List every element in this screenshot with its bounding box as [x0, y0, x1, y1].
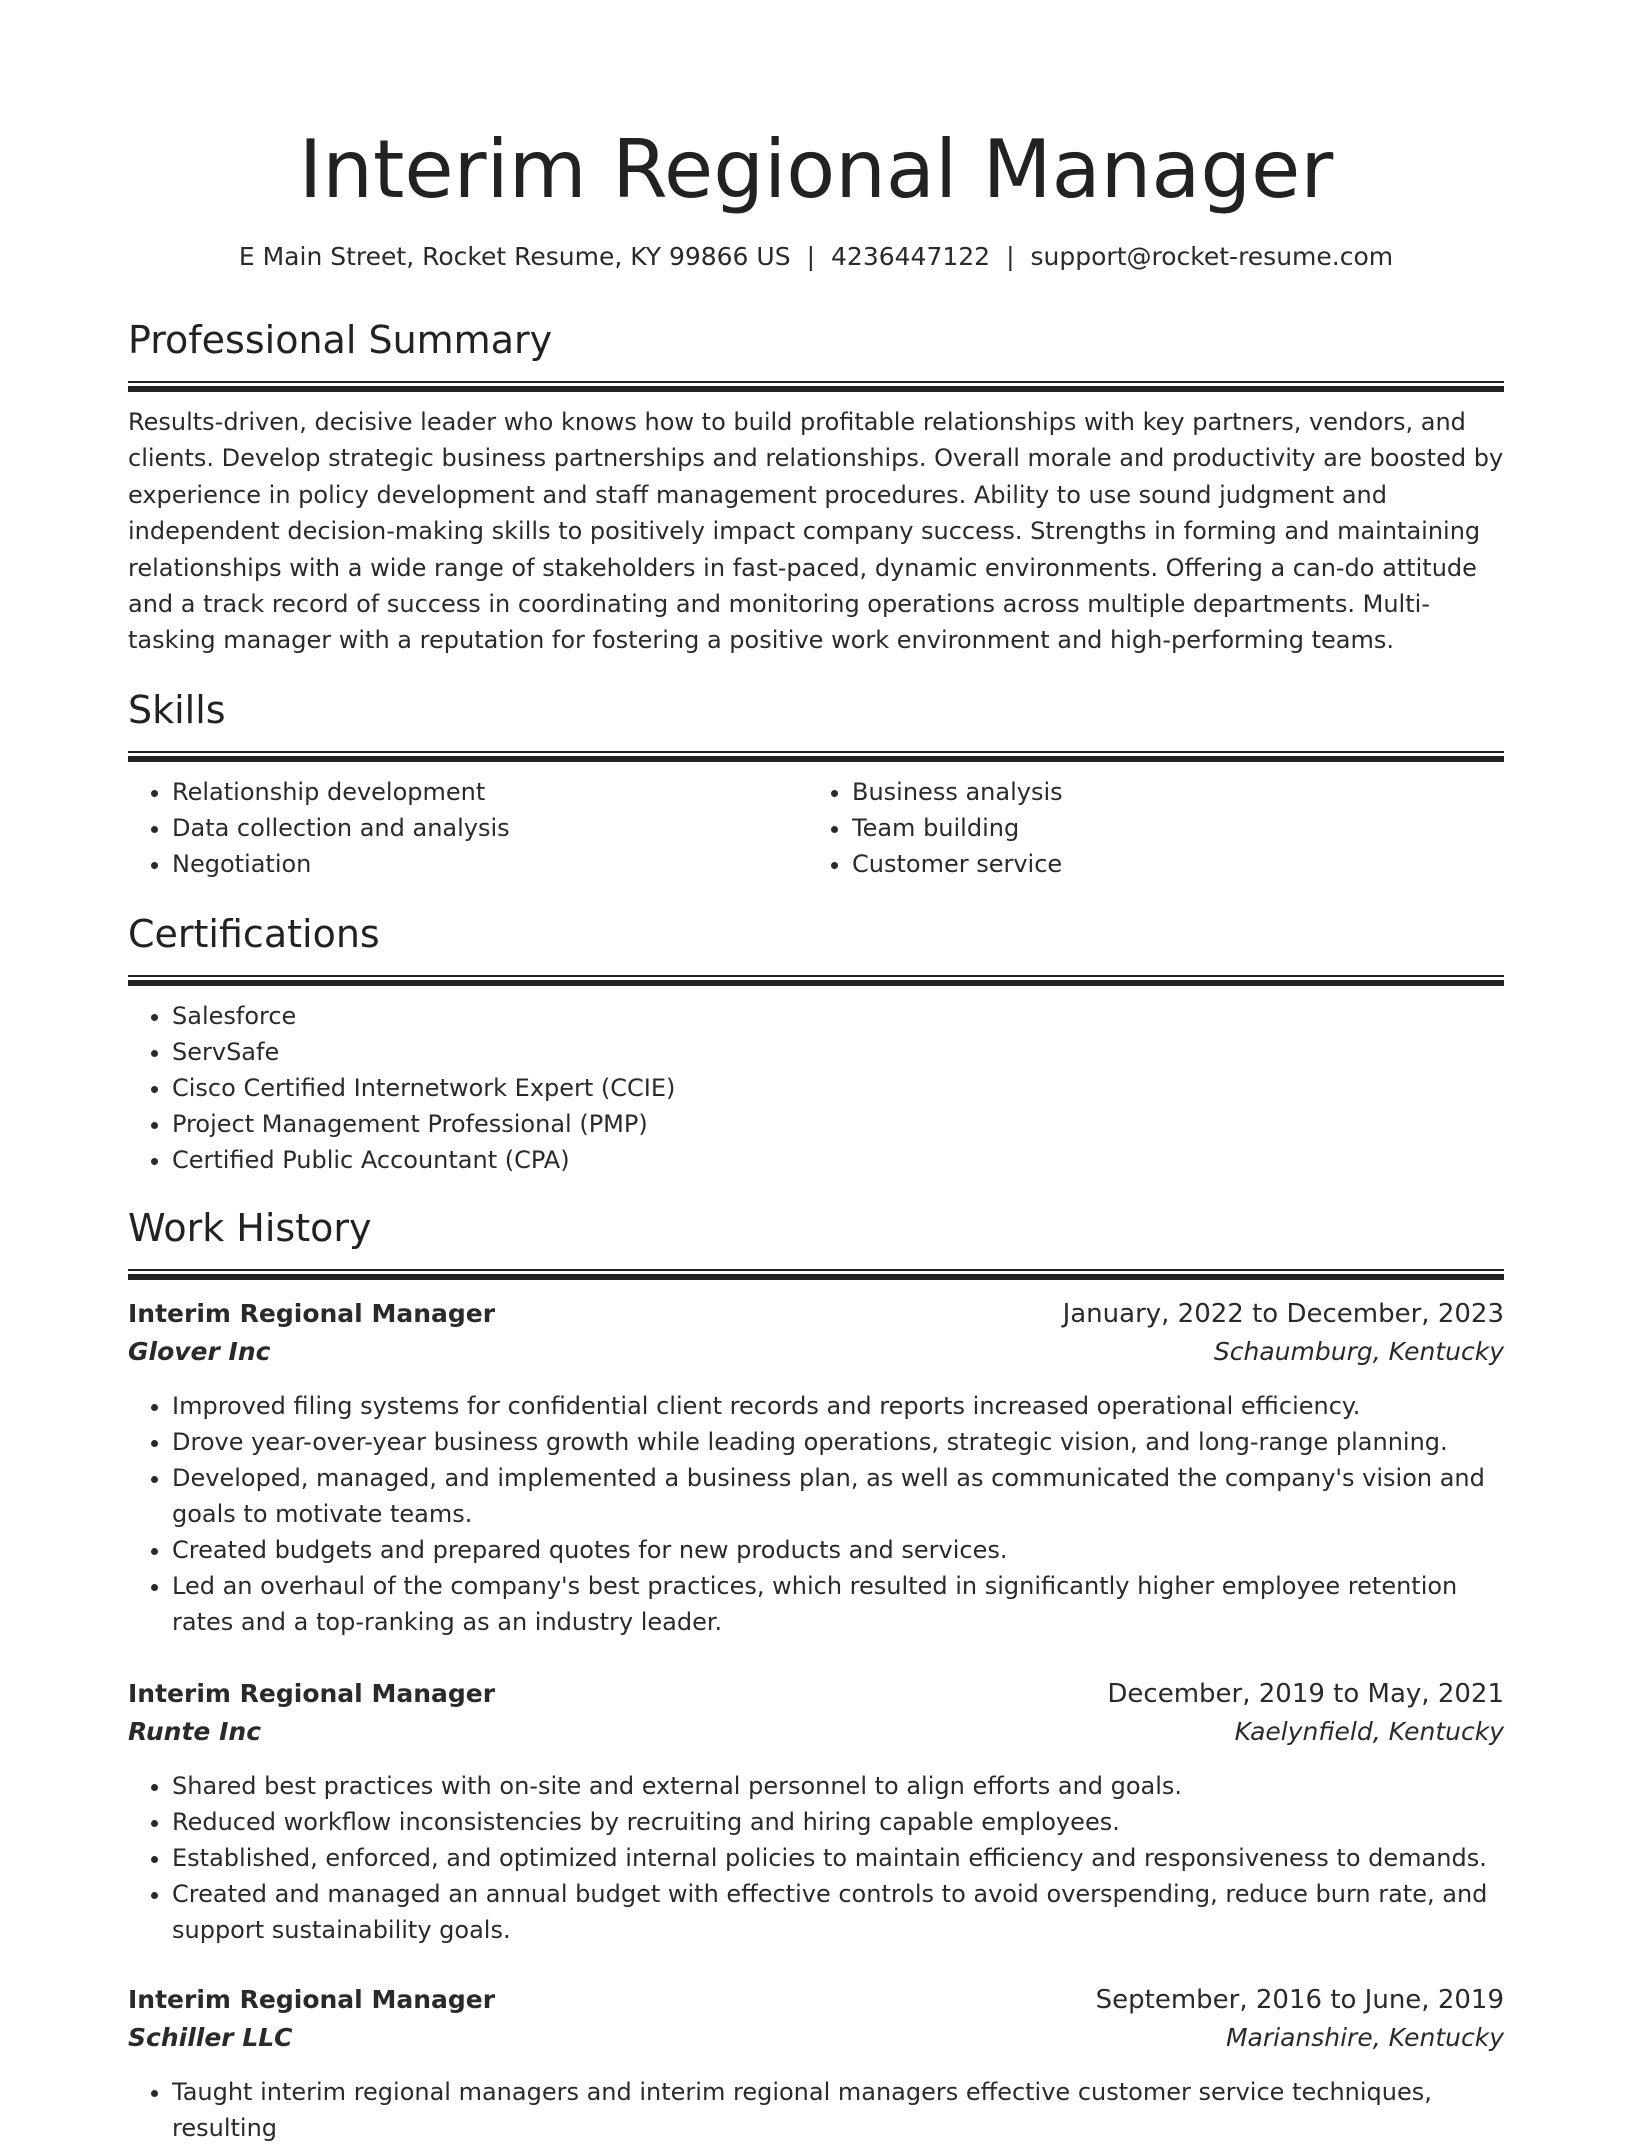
job-header	[128, 1982, 1504, 2062]
list-item: • Customer service	[852, 846, 1504, 882]
list-item: • Developed, managed, and implemented a business plan, as well as communicated the company's vision and goals to motivate teams.	[172, 1460, 1504, 1532]
section-summary-header	[128, 316, 1504, 392]
list-item: • Relationship development	[172, 774, 808, 810]
job-dates: January, 2022 to December, 2023	[1062, 1299, 1504, 1329]
contact-email: support@rocket-resume.com	[1030, 242, 1394, 271]
job-duties-list	[128, 1388, 1504, 1640]
job-location: Marianshire, Kentucky	[1225, 2023, 1504, 2052]
list-item: • Data collection and analysis	[172, 810, 808, 846]
section-certifications-header	[128, 910, 1504, 986]
job-duties-list	[128, 2074, 1504, 2146]
list-item: • Salesforce	[172, 998, 1504, 1034]
job-title: Interim Regional Manager	[128, 1985, 496, 2014]
contact-phone: 4236447122	[831, 242, 991, 271]
section-heading: Skills	[128, 688, 226, 732]
job-title: Interim Regional Manager	[128, 1679, 496, 1708]
list-item: • Certified Public Accountant (CPA)	[172, 1142, 1504, 1178]
list-item: • Taught interim regional managers and interim regional managers effective customer service techniques, resulting	[172, 2074, 1504, 2146]
list-item: • Improved filing systems for confidential client records and reports increased operational efficiency.	[172, 1388, 1504, 1424]
list-item: • Created and managed an annual budget with effective controls to avoid overspending, reduce burn rate, and support sustainability goals.	[172, 1876, 1504, 1948]
list-item: • Team building	[852, 810, 1504, 846]
job-company: Runte Inc	[128, 1717, 262, 1746]
section-heading: Work History	[128, 1206, 372, 1250]
list-item: • Reduced workflow inconsistencies by recruiting and hiring capable employees.	[172, 1804, 1504, 1840]
list-item: • Drove year-over-year business growth while leading operations, strategic vision, and long-range planning.	[172, 1424, 1504, 1460]
job-title: Interim Regional Manager	[128, 1299, 496, 1328]
list-item: • Cisco Certified Internetwork Expert (CCIE)	[172, 1070, 1504, 1106]
section-heading: Professional Summary	[128, 318, 553, 362]
summary-text: Results-driven, decisive leader who knows how to build profitable relationships with key partners, vendors, and clients. Develop strategic business partnerships and relationships. Overall morale and productivity are boosted by experience in policy development and staff management procedures. Ability to use sound judgment and independent decision-making skills to positively impact company success. Strengths in forming and maintaining relationships with a wide range of stakeholders in fast-paced, dynamic environments. Offering a can-do attitude and a track record of success in coordinating and monitoring operations across multiple departments. Multi-tasking manager with a reputation for fostering a positive work environment and high-performing teams.	[128, 408, 1504, 655]
contact-separator: |	[806, 242, 816, 271]
section-divider	[128, 381, 1504, 392]
list-item: • Led an overhaul of the company's best practices, which resulted in significantly higher employee retention rates and a top-ranking as an industry leader.	[172, 1568, 1504, 1640]
list-item: • Business analysis	[852, 774, 1504, 810]
list-item: • Created budgets and prepared quotes for new products and services.	[172, 1532, 1504, 1568]
list-item: • Project Management Professional (PMP)	[172, 1106, 1504, 1142]
skills-list-right	[808, 774, 1504, 882]
job-header	[128, 1296, 1504, 1376]
section-divider	[128, 975, 1504, 986]
skills-list-left	[128, 774, 808, 882]
contact-address: E Main Street, Rocket Resume, KY 99866 US	[238, 242, 791, 271]
contact-separator: |	[1006, 242, 1015, 271]
section-skills-header	[128, 686, 1504, 762]
section-divider	[128, 751, 1504, 762]
section-divider	[128, 1269, 1504, 1280]
job-header	[128, 1676, 1504, 1756]
job-dates: December, 2019 to May, 2021	[1107, 1679, 1504, 1709]
certifications-list	[128, 998, 1504, 1178]
section-heading: Certifications	[128, 912, 380, 956]
job-duties-list	[128, 1768, 1504, 1948]
list-item: • Established, enforced, and optimized internal policies to maintain efficiency and responsiveness to demands.	[172, 1840, 1504, 1876]
list-item: • ServSafe	[172, 1034, 1504, 1070]
job-location: Schaumburg, Kentucky	[1213, 1337, 1504, 1366]
section-work-header	[128, 1204, 1504, 1280]
job-company: Schiller LLC	[128, 2023, 293, 2052]
list-item: • Shared best practices with on-site and external personnel to align efforts and goals.	[172, 1768, 1504, 1804]
contact-line	[128, 240, 1504, 274]
list-item: • Negotiation	[172, 846, 808, 882]
job-location: Kaelynfield, Kentucky	[1234, 1717, 1504, 1746]
job-dates: September, 2016 to June, 2019	[1095, 1985, 1504, 2015]
job-company: Glover Inc	[128, 1337, 271, 1366]
resume-title: Interim Regional Manager	[298, 123, 1334, 216]
